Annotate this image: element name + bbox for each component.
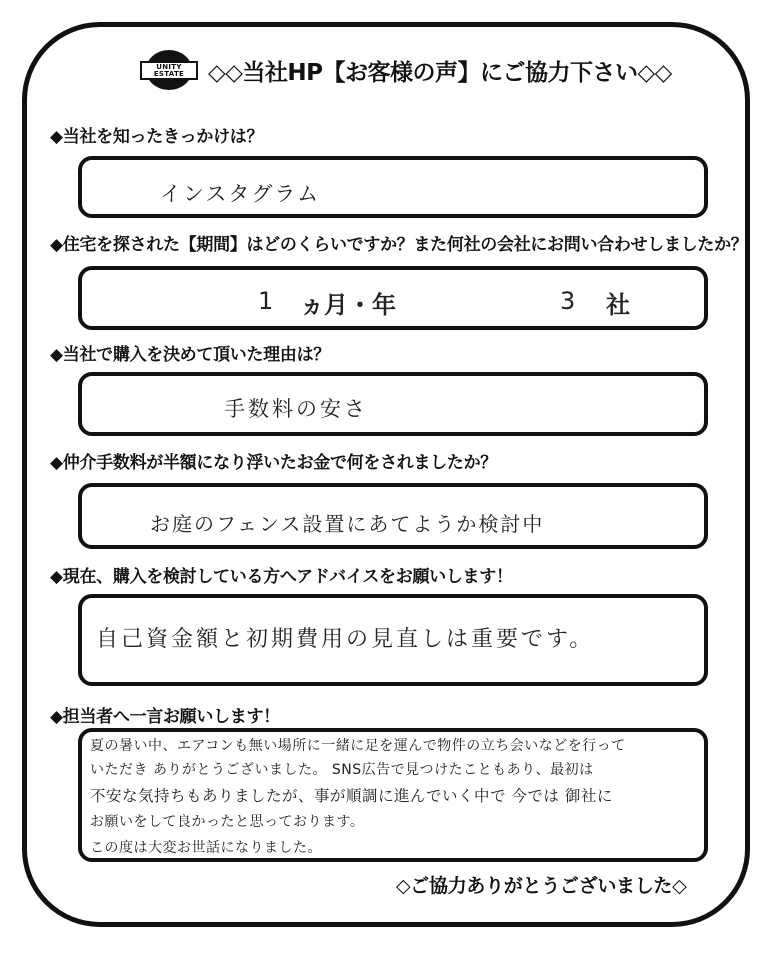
header	[140, 48, 672, 92]
question-5-label: ◆現在、購入を検討している方へアドバイスをお願いします！	[50, 567, 513, 587]
answer-box-3	[78, 372, 708, 436]
footer-thanks: ◇ご協力ありがとうございました◇	[396, 875, 687, 897]
question-4-label: ◆仲介手数料が半額になり浮いたお金で何をされましたか？	[50, 453, 497, 473]
answer-6-line-2: いただき ありがとうございました。 SNS広告で見つけたこともあり、最初は	[90, 762, 594, 778]
logo-line-2: ESTATE	[153, 69, 185, 78]
answer-6-line-5: この度は大変お世話になりました。	[90, 840, 322, 856]
answer-5-text: 自己資金額と初期費用の見直しは重要です。	[96, 627, 595, 652]
question-2-label: ◆住宅を探された【期間】はどのくらいですか？また何社の会社にお問い合わせしましたか？	[50, 235, 748, 255]
question-3-label: ◆当社で購入を決めて頂いた理由は？	[50, 345, 330, 365]
question-1-label: ◆当社を知ったきっかけは？	[50, 127, 264, 147]
page-title: ◇◇当社HP【お客様の声】にご協力下さい◇◇	[208, 59, 672, 86]
answer-2-period-value: 1	[258, 287, 274, 315]
answer-6-line-1: 夏の暑い中、エアコンも無い場所に一緒に足を運んで物件の立ち会いなどを行って	[90, 738, 626, 754]
question-6-label: ◆担当者へ一言お願いします！	[50, 707, 280, 727]
answer-2-company-value: 3	[560, 287, 576, 315]
answer-4-text: お庭のフェンス設置にあてようか検討中	[150, 512, 545, 536]
answer-6-line-4: お願いをして良かったと思っております。	[90, 814, 365, 830]
answer-2-company-unit: 社	[606, 291, 630, 319]
logo-line-1: UNITY	[156, 62, 182, 71]
answer-1-text: インスタグラム	[160, 182, 321, 206]
answer-2-period-unit: ヵ月・年	[300, 291, 396, 319]
answer-3-text: 手数料の安さ	[224, 397, 368, 421]
unity-estate-logo	[140, 50, 198, 90]
answer-6-line-3: 不安な気持ちもありましたが、事が順調に進んでいく中で 今では 御社に	[90, 787, 613, 805]
